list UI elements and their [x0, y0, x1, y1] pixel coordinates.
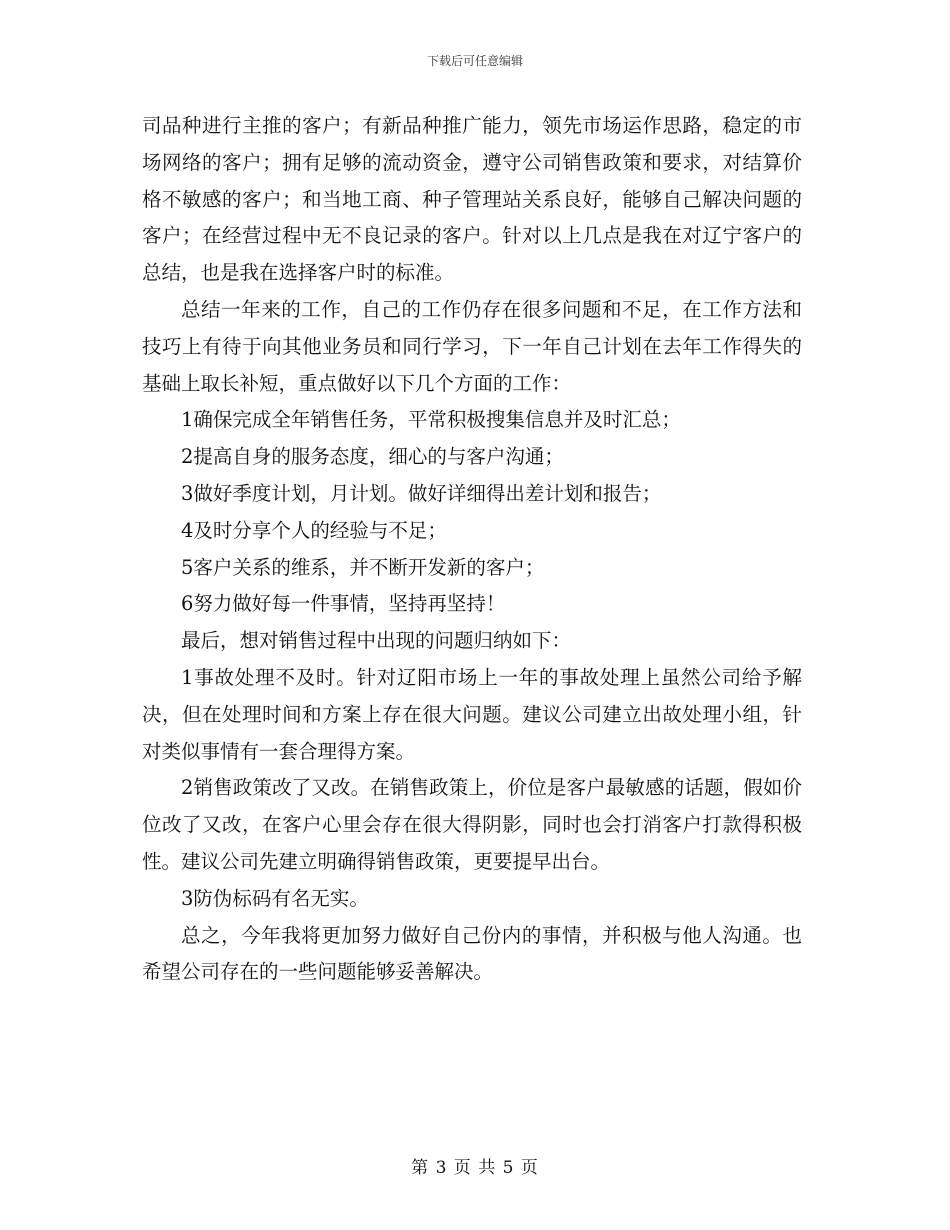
problem-item-3: 3防伪标码有名无实。	[181, 886, 369, 910]
paragraph-conclusion: 总之，今年我将更加努力做好自己份内的事情，并积极与他人沟通。也希望公司存在的一些问题能够妥善解决。	[142, 923, 802, 984]
list-item-1: 1确保完成全年销售任务，平常积极搜集信息并及时汇总；	[181, 408, 681, 432]
paragraph-problems-intro: 最后，想对销售过程中出现的问题归纳如下：	[181, 629, 572, 653]
list-item-5: 5客户关系的维系，并不断开发新的客户；	[181, 555, 545, 579]
problem-item-2: 2销售政策改了又改。在销售政策上，价位是客户最敏感的话题，假如价位改了又改，在客户心里会存在很大得阴影，同时也会打消客户打款得积极性。建议公司先建立明确得销售政策，更要提早出台。	[142, 776, 802, 873]
list-item-4: 4及时分享个人的经验与不足；	[181, 518, 447, 542]
page-header: 下载后可任意编辑	[426, 54, 523, 68]
document-body	[142, 108, 802, 991]
list-item-3: 3做好季度计划，月计划。做好详细得出差计划和报告；	[181, 481, 662, 505]
page-number: 第 3 页 共 5 页	[411, 1158, 539, 1178]
list-item-6: 6努力做好每一件事情，坚持再坚持！	[181, 592, 506, 616]
problem-item-1: 1事故处理不及时。针对辽阳市场上一年的事故处理上虽然公司给予解决，但在处理时间和方案上存在很大问题。建议公司建立出故处理小组，针对类似事情有一套合理得方案。	[142, 665, 802, 763]
paragraph-1: 司品种进行主推的客户；有新品种推广能力，领先市场运作思路，稳定的市场网络的客户；拥有足够的流动资金，遵守公司销售政策和要求，对结算价格不敏感的客户；和当地工商、种子管理站关系良好，能够自己解决问题的客户；在经营过程中无不良记录的客户。针对以上几点是我在对辽宁客户的总结，也是我在选择客户时的标准。	[142, 114, 802, 285]
paragraph-2: 总结一年来的工作，自己的工作仍存在很多问题和不足，在工作方法和技巧上有待于向其他业务员和同行学习，下一年自己计划在去年工作得失的基础上取长补短，重点做好以下几个方面的工作：	[142, 297, 802, 395]
list-item-2: 2提高自身的服务态度，细心的与客户沟通；	[181, 445, 564, 469]
